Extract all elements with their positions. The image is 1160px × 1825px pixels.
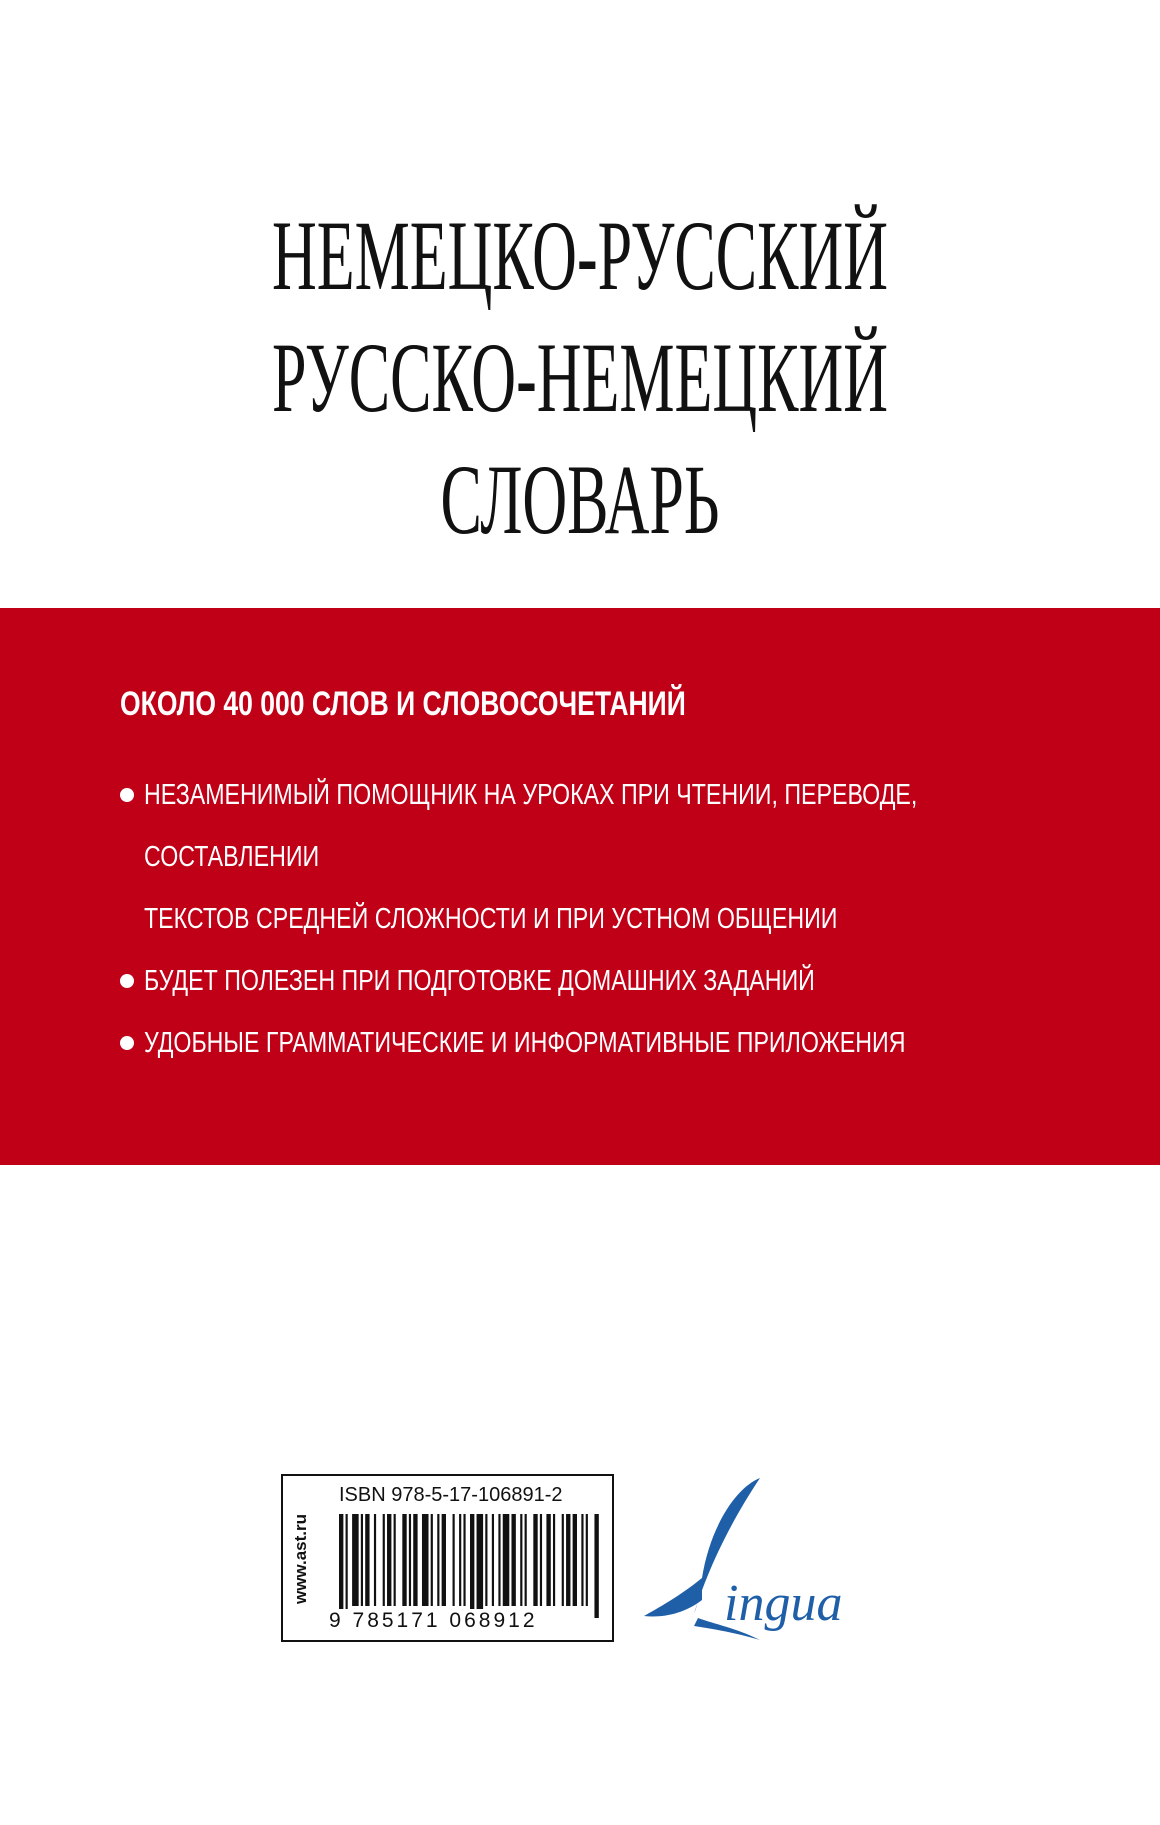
barcode-bar — [431, 1514, 433, 1606]
barcode-bar — [562, 1514, 564, 1606]
barcode-bar — [374, 1514, 376, 1606]
word-count-subtitle: ОКОЛО 40 000 СЛОВ И СЛОВОСОЧЕТАНИЙ — [120, 685, 686, 723]
barcode-bar — [339, 1514, 343, 1618]
barcode-bar — [413, 1514, 417, 1606]
lingua-logo — [640, 1468, 900, 1648]
barcode-bar — [459, 1514, 461, 1606]
title-line-2: РУССКО-НЕМЕЦКИЙ — [271, 322, 889, 433]
barcode-bar — [409, 1514, 411, 1606]
isbn-barcode — [281, 1474, 614, 1642]
barcode-bar — [492, 1514, 494, 1606]
feature-text: УДОБНЫЕ ГРАММАТИЧЕСКИЕ И ИНФОРМАТИВНЫЕ ПРИЛОЖЕНИЯ — [144, 1027, 906, 1059]
website-text: www.ast.ru — [291, 1513, 310, 1605]
barcode-bar — [383, 1514, 385, 1606]
feature-text: НЕЗАМЕНИМЫЙ ПОМОЩНИК НА УРОКАХ ПРИ ЧТЕНИИ, ПЕРЕВОДЕ, СОСТАВЛЕНИИ ТЕКСТОВ СРЕДНЕЙ СЛОЖНОСТИ И ПРИ УСТНОМ ОБЩЕНИИ — [144, 779, 918, 935]
feature-list — [120, 764, 1160, 1074]
barcode-bar — [503, 1514, 510, 1606]
barcode-bar — [533, 1514, 537, 1606]
barcode-bar — [498, 1514, 500, 1606]
ean-digits: 9 785171 068912 — [329, 1609, 538, 1632]
barcode-bar — [422, 1514, 429, 1606]
feature-item — [120, 764, 1160, 950]
bullet-dot-icon — [120, 1036, 134, 1050]
barcode-bars — [339, 1514, 601, 1618]
barcode-bar — [525, 1514, 527, 1606]
barcode-bar — [546, 1514, 550, 1606]
barcode-bar — [387, 1514, 391, 1606]
barcode-bar — [553, 1514, 555, 1606]
barcode-bar — [352, 1514, 359, 1606]
barcode-bar — [520, 1514, 522, 1606]
feature-item — [120, 1012, 1160, 1074]
barcode-bar — [361, 1514, 363, 1606]
barcode-bar — [540, 1514, 542, 1606]
logo-wordmark: ingua — [724, 1575, 843, 1632]
book-title — [0, 195, 1160, 561]
barcode-bar — [470, 1514, 474, 1618]
barcode-bar — [437, 1514, 439, 1606]
red-info-band — [0, 608, 1160, 1165]
publisher-website — [287, 1482, 315, 1636]
barcode-bar — [581, 1514, 583, 1606]
barcode-bar — [453, 1514, 455, 1606]
feature-text: БУДЕТ ПОЛЕЗЕН ПРИ ПОДГОТОВКЕ ДОМАШНИХ ЗАДАНИЙ — [144, 965, 815, 997]
barcode-bar — [594, 1514, 598, 1618]
barcode-bar — [573, 1514, 577, 1606]
feature-item — [120, 950, 1160, 1012]
barcode-bar — [402, 1514, 406, 1606]
bullet-dot-icon — [120, 974, 134, 988]
barcode-bar — [566, 1514, 570, 1606]
barcode-bar — [477, 1514, 484, 1618]
barcode-bar — [463, 1514, 465, 1606]
title-line-3: СЛОВАРЬ — [440, 444, 720, 555]
barcode-bar — [511, 1514, 515, 1606]
barcode-bar — [586, 1514, 588, 1606]
barcode-bar — [346, 1514, 348, 1618]
title-line-1: НЕМЕЦКО-РУССКИЙ — [271, 200, 889, 311]
barcode-bar — [442, 1514, 446, 1606]
isbn-number: ISBN 978-5-17-106891-2 — [339, 1484, 563, 1506]
barcode-bar — [485, 1514, 487, 1606]
barcode-bar — [365, 1514, 369, 1606]
bullet-dot-icon — [120, 788, 134, 802]
barcode-bar — [394, 1514, 396, 1606]
